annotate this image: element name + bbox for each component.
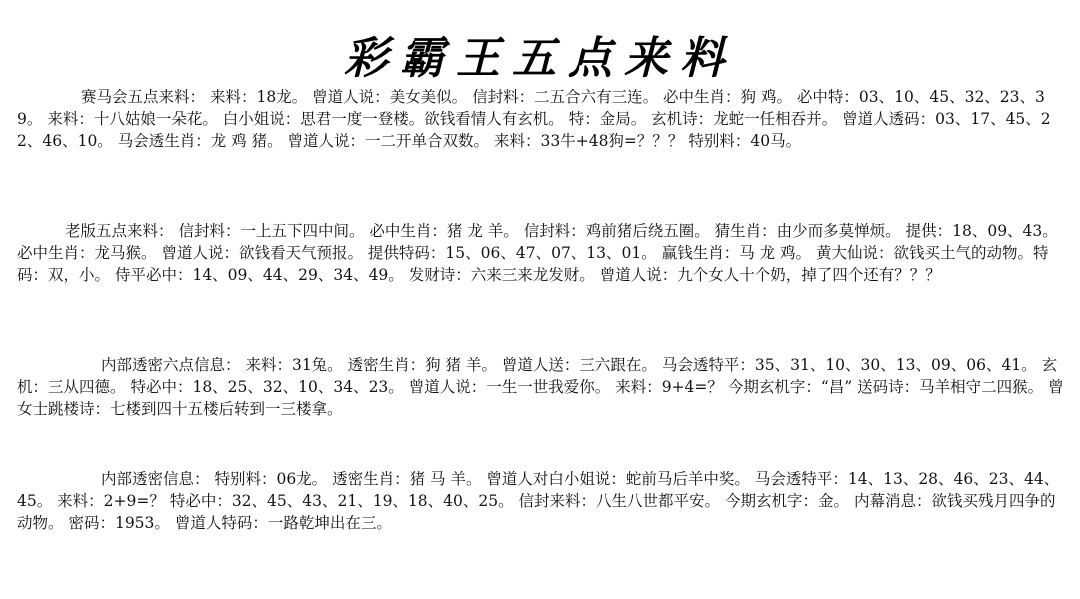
section-1-item: 白小姐说：思君一度一登楼。欲钱看情人有玄机。 <box>222 110 564 128</box>
section-3-item: 今期玄机字：“昌” <box>727 378 853 396</box>
section-4-item: 特别料：06龙。 <box>214 470 328 488</box>
section-4-item: 马会透特平：14、13、28、46、23、44、45。 <box>17 470 1060 510</box>
page-title: 彩霸王五点来料 <box>344 33 736 84</box>
section-1-item: 信封料：二五合六有三连。 <box>472 88 659 106</box>
section-3-item: 玄机：三从四德。 <box>17 356 1058 396</box>
section-3-item: 马会透特平：35、31、10、30、13、09、06、41。 <box>661 356 1037 374</box>
section-2-item: 黄大仙说：欲钱买土气的动物。特码：双，小。 <box>17 244 1049 284</box>
section-4-item: 密码：1953。 <box>68 514 170 532</box>
section-4-item: 曾道人对白小姐说：蛇前马后羊中奖。 <box>486 470 750 488</box>
section-2-item: 发财诗：六来三来龙发财。 <box>408 266 595 284</box>
section-3-item: 来料：31兔。 <box>245 356 343 374</box>
section-3-item: 曾道人说：一生一世我爱你。 <box>408 378 611 396</box>
section-4-item: 今期玄机字：金。 <box>725 492 850 510</box>
section-4-item: 来料：2+9=？ <box>57 492 165 510</box>
section-3-item: 内部透密六点信息： <box>101 356 241 374</box>
section-3-item: 透密生肖：狗 猪 羊。 <box>347 356 497 374</box>
section-1-item: 曾道人透码：03、17、45、22、46、10。 <box>17 110 1051 150</box>
section-4 <box>17 468 1067 534</box>
section-2-item: 信封料：鸡前猪后绕五圈。 <box>523 222 710 240</box>
section-2-item: 提供特码：15、06、47、07、13、01。 <box>367 244 657 262</box>
section-3 <box>17 354 1067 420</box>
section-3-item: 送码诗：马羊相守二四猴。 <box>857 378 1044 396</box>
section-1-item: 必中生肖：狗 鸡。 <box>663 88 792 106</box>
section-3-item: 特必中：18、25、32、10、34、23。 <box>130 378 404 396</box>
section-1-item: 赛马会五点来料： <box>81 88 206 106</box>
section-4-item: 内幕消息：欲钱买残月四争的动物。 <box>17 492 1056 532</box>
section-2-item: 曾道人说：欲钱看天气预报。 <box>161 244 363 262</box>
section-1-item: 来料：33牛+48狗=？？？ <box>494 132 684 150</box>
section-1-item: 曾道人说：美女美似。 <box>312 88 468 106</box>
section-1-item: 来料：十八姑娘一朵花。 <box>47 110 218 128</box>
section-1-item: 特：金局。 <box>568 110 647 128</box>
section-1-item: 来料：18龙。 <box>209 88 308 106</box>
section-4-item: 内部透密信息： <box>101 470 210 488</box>
section-2-item: 侍平必中：14、09、44、29、34、49。 <box>114 266 404 284</box>
section-4-item: 特必中：32、45、43、21、19、18、40、25。 <box>169 492 514 510</box>
section-4-item: 曾道人特码：一路乾坤出在三。 <box>174 514 392 532</box>
section-2-item: 提供：18、09、43。 <box>905 222 1058 240</box>
section-1-item: 马会透生肖：龙 鸡 猪。 <box>117 132 283 150</box>
section-1-item: 曾道人说：一二开单合双数。 <box>287 132 490 150</box>
section-2-item: 猜生肖：由少而多莫惮烦。 <box>714 222 901 240</box>
section-1 <box>17 86 1067 152</box>
section-2-item: 赢钱生肖：马 龙 鸡。 <box>661 244 812 262</box>
section-2-item: 曾道人说：九个女人十个奶，掉了四个还有？？？ <box>599 266 941 284</box>
section-4-item: 信封来料：八生八世都平安。 <box>518 492 721 510</box>
section-4-item: 透密生肖：猪 马 羊。 <box>332 470 482 488</box>
section-2-item: 老版五点来料： <box>65 222 174 240</box>
section-2-item: 必中生肖：猪 龙 羊。 <box>369 222 519 240</box>
section-2-item: 信封料：一上五下四中间。 <box>178 222 365 240</box>
section-3-item: 曾道人送：三六跟在。 <box>501 356 657 374</box>
section-3-item: 曾女士跳楼诗：七楼到四十五楼后转到一三楼拿。 <box>17 378 1064 418</box>
section-1-item: 特别料：40马。 <box>688 132 802 150</box>
section-1-item: 玄机诗：龙蛇一任相吞并。 <box>651 110 838 128</box>
section-2 <box>17 220 1067 286</box>
section-2-item: 必中生肖：龙马猴。 <box>17 244 157 262</box>
section-3-item: 来料：9+4=？ <box>615 378 723 396</box>
section-1-item: 必中特：03、10、45、32、23、39。 <box>17 88 1045 128</box>
